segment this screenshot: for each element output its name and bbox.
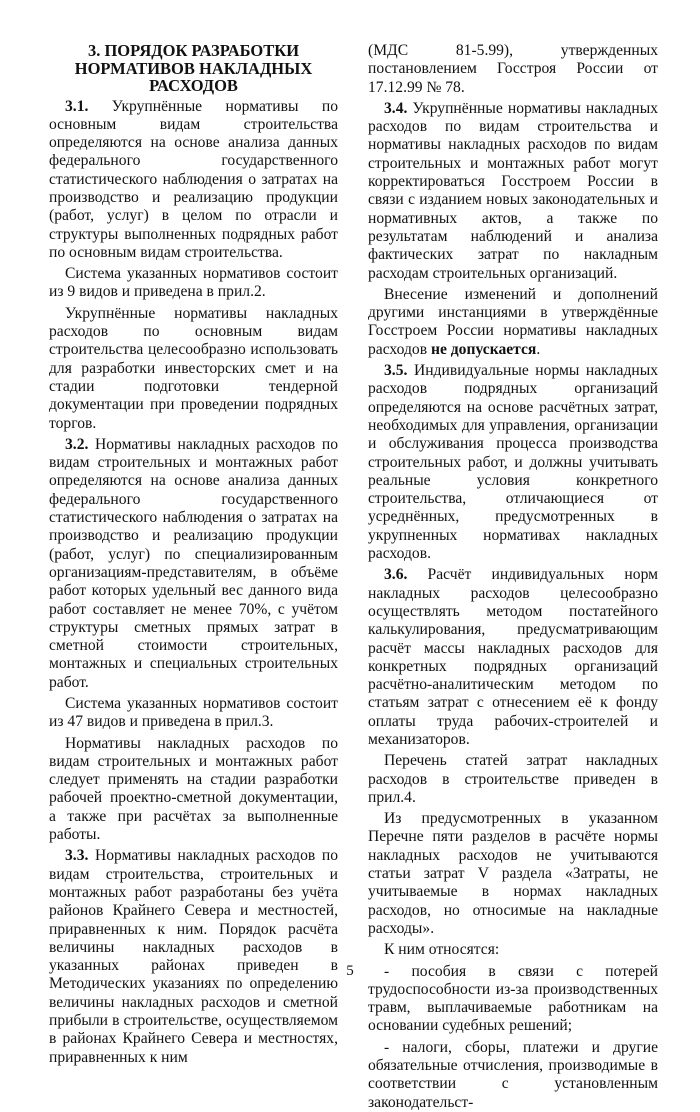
paragraph-no-changes xyxy=(368,286,658,359)
paragraph-3-5 xyxy=(368,362,658,563)
paragraph-section-v: Из предусмотренных в указанном Перечне пяти разделов в расчёте нормы накладных расходов не учитываются статьи затрат V раздела «Затраты, не учитываемые в нормах накладных расходов, но относимые на накладные расходы». xyxy=(368,810,658,937)
paragraph-3-3 xyxy=(49,847,338,1067)
clause-number: 3.1. xyxy=(65,97,89,115)
paragraph-text: Нормативы накладных расходов по видам строительства, строительных и монтажных работ разработаны без учёта районов Крайнего Севера и местностей, приравненных к ним. Порядок расчёта величины накладных расходов в указанных районах приведен в Методических указаниях по определению величины накладных расходов и сметной прибыли в строительстве, осуществляемом в районах Крайнего Севера и местностях, приравненных к ним xyxy=(49,847,338,1066)
list-item-benefits: - пособия в связи с потерей трудоспособности из-за производственных травм, выплачиваемые работникам на основании судебных решений; xyxy=(368,962,658,1035)
clause-number: 3.3. xyxy=(65,847,89,865)
paragraph-text: Нормативы накладных расходов по видам строительных и монтажных работ определяются на основе анализа данных федерального государственного статистического наблюдения о затратах на производство и реализацию продукции (работ, услуг) по специализированным организациям-представителям, в объёме работ которых удельный вес данного вида работ составляет не менее 70%, с учётом структуры сметных прямых затрат в сметной стоимости строительных, монтажных и специальных строительных работ. xyxy=(49,435,338,691)
paragraph-end: . xyxy=(536,340,541,358)
paragraph-continuation: (МДС 81-5.99), утвержденных постановлением Госстроя России от 17.12.99 № 78. xyxy=(368,42,658,96)
paragraph-text: Расчёт индивидуальных норм накладных расходов целесообразно осуществлять методом постатейного калькулирования, предусматривающим расчёт массы накладных расходов для конкретных подрядных организаций расчётно-аналитическим методом по статьям затрат с отнесением её к фонду оплаты труда рабочих-строителей и механизаторов. xyxy=(368,566,658,748)
page-number: 5 xyxy=(346,963,354,979)
left-column xyxy=(49,42,338,1067)
paragraph-aggregated-norms-usage: Укрупнённые нормативы накладных расходов по основным видам строительства целесообразно использовать для разработки инвесторских смет и на стадии подготовки тендерной документации при проведении подрядных торгов. xyxy=(49,304,338,432)
paragraph-text: Индивидуальные нормы накладных расходов подрядных организаций определяются на основе расчётных затрат, необходимых для управления, организации и обслуживания процесса производства строительных работ, и должны учитывать реальные условия конкретного строительства, отличающиеся от усреднённых, предусмотренных в укрупненных нормативах накладных расходов. xyxy=(368,362,658,563)
paragraph-text: Укрупнённые нормативы накладных расходов по видам строительства и нормативы накладных расходов по видам строительных и монтажных работ могут корректироваться Госстроем России в связи с изданием новых законодательных и нормативных актов, а также по результатам наблюдений и анализа фактических затрат по накладным расходам строительных организаций. xyxy=(368,99,658,282)
paragraph-system-9: Система указанных нормативов состоит из 9 видов и приведена в прил.2. xyxy=(49,265,338,301)
paragraph-they-include: К ним относятся: xyxy=(384,941,500,959)
clause-number: 3.4. xyxy=(384,99,408,117)
paragraph-3-4 xyxy=(368,100,658,283)
clause-number: 3.2. xyxy=(65,435,89,453)
paragraph-text: Внесение изменений и дополнений другими инстанциями в утверждённые Госстроем России нормативы накладных расходов xyxy=(368,285,658,358)
emphasis-not-allowed: не допускается xyxy=(430,340,537,358)
clause-number: 3.5. xyxy=(384,362,408,380)
paragraph-3-1 xyxy=(49,98,338,263)
paragraph-text: Укрупнённые нормативы по основным видам строительства определяются на основе анализа данных федерального государственного статистического наблюдения о затратах на производство и реализацию продукции (работ, услуг) в целом по отрасли и структуры выполненных подрядных работ по основным видам строительства. xyxy=(49,97,338,261)
paragraph-system-47: Система указанных нормативов состоит из 47 видов и приведена в прил.3. xyxy=(49,695,338,731)
paragraph-cost-items-list: Перечень статей затрат накладных расходов в строительстве приведен в прил.4. xyxy=(368,752,658,806)
clause-number: 3.6. xyxy=(384,566,408,584)
paragraph-3-2 xyxy=(49,436,338,692)
paragraph-work-norms-usage: Нормативы накладных расходов по видам строительных и монтажных работ следует применять на стадии разработки рабочей проектно-сметной документации, а также при расчётах за выполненные работы. xyxy=(49,734,338,844)
paragraph-3-6 xyxy=(368,566,658,749)
right-column xyxy=(368,42,658,1112)
list-item-taxes: - налоги, сборы, платежи и другие обязательные отчисления, производимые в соответствии с установленным законодательст- xyxy=(368,1038,658,1111)
section-title: 3. ПОРЯДОК РАЗРАБОТКИ НОРМАТИВОВ НАКЛАДНЫХ РАСХОДОВ xyxy=(74,41,313,95)
